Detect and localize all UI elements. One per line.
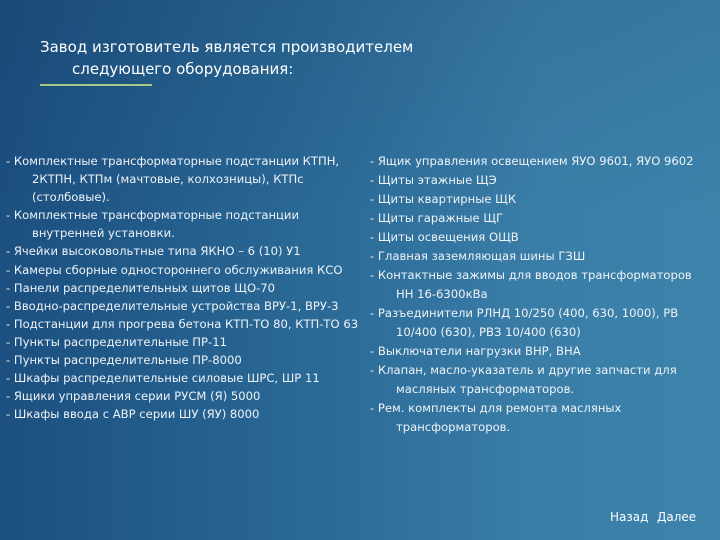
list-item: - Панели распределительных щитов ЩО-70 bbox=[6, 280, 276, 295]
list-item: - Ячейки высоковольтные типа ЯКНО – 6 (10) У1 bbox=[6, 244, 301, 259]
list-item: - Щиты гаражные ЩГ bbox=[370, 211, 504, 225]
list-item: - Комплектные трансформаторные подстанции КТПН, 2КТПН, КТПм (мачтовые, колхозницы), КТПс (столбовые). bbox=[6, 154, 340, 205]
list-item: - Пункты распределительные ПР-11 bbox=[6, 334, 227, 349]
list-item: - Щиты освещения ОЩВ bbox=[370, 230, 519, 244]
list-item: - Выключатели нагрузки ВНР, ВНА bbox=[370, 344, 581, 358]
list-item: - Щиты квартирные ЩК bbox=[370, 192, 517, 206]
left-equipment-list bbox=[6, 152, 362, 423]
list-item: - Вводно-распределительные устройства ВРУ-1, ВРУ-3 bbox=[6, 298, 339, 313]
list-item: - Рем. комплекты для ремонта масляных трансформаторов. bbox=[370, 401, 622, 434]
nav-next-link[interactable] bbox=[657, 510, 696, 524]
list-item: - Подстанции для прогрева бетона КТП-ТО 80, КТП-ТО 63 bbox=[6, 316, 359, 331]
slide-title bbox=[40, 36, 460, 80]
list-item: - Главная заземляющая шины ГЗШ bbox=[370, 249, 586, 263]
list-item: - Щиты этажные ЩЭ bbox=[370, 173, 497, 187]
nav-next-label[interactable]: Далее bbox=[657, 510, 697, 524]
nav-back-label[interactable]: Назад bbox=[610, 510, 649, 524]
list-item: - Ящики управления серии РУСМ (Я) 5000 bbox=[6, 389, 261, 404]
list-item: - Разъединители РЛНД 10/250 (400, 630, 1000), РВ 10/400 (630), РВЗ 10/400 (630) bbox=[370, 306, 679, 339]
list-item: - Контактные зажимы для вводов трансформаторов НН 16-6300кВа bbox=[370, 268, 692, 301]
list-item: - Клапан, масло-указатель и другие запчасти для масляных трансформаторов. bbox=[370, 363, 677, 396]
list-item: - Шкафы распределительные силовые ШРС, ШР 11 bbox=[6, 371, 320, 386]
right-equipment-list bbox=[370, 152, 706, 437]
slide-title-line-1: Завод изготовитель является производителем bbox=[40, 38, 414, 56]
list-item: - Пункты распределительные ПР-8000 bbox=[6, 353, 242, 368]
nav-back-link[interactable] bbox=[610, 510, 648, 524]
slide-title-line-2: следующего оборудования: bbox=[72, 60, 294, 78]
list-item: - Комплектные трансформаторные подстанции внутренней установки. bbox=[6, 208, 299, 241]
list-item: - Камеры сборные одностороннего обслуживания КСО bbox=[6, 262, 343, 277]
list-item: - Шкафы ввода с АВР серии ШУ (ЯУ) 8000 bbox=[6, 407, 260, 422]
list-item: - Ящик управления освещением ЯУО 9601, ЯУО 9602 bbox=[370, 154, 694, 168]
title-accent-line bbox=[40, 84, 152, 86]
